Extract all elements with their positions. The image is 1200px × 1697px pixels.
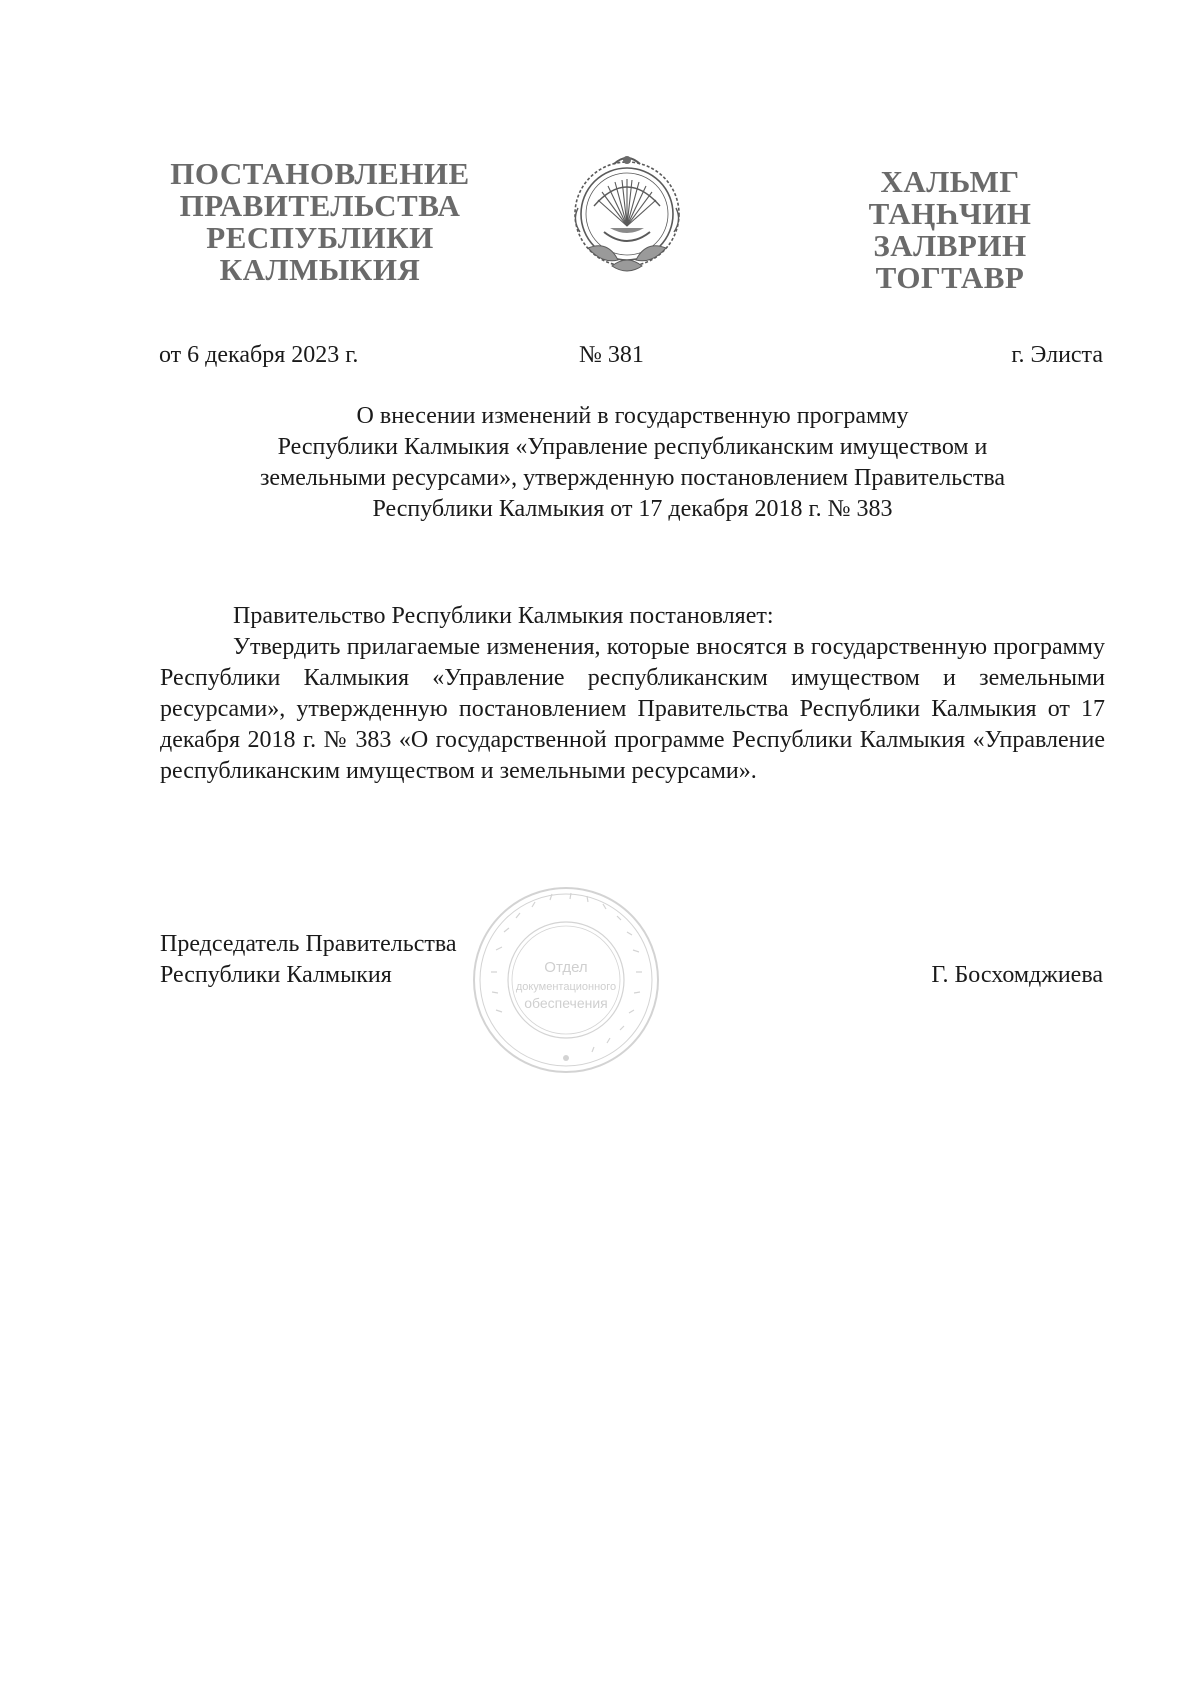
title-line: О внесении изменений в государственную программу	[356, 403, 909, 429]
body-paragraph: Утвердить прилагаемые изменения, которые вносятся в государственную программу Республики Калмыкия «Управление республиканским имуществом и земельными ресурсами», утвержденную постановлением Правительства Республики Калмыкия от 17 декабря 2018 г. № 383 «О государственной программе Республики Калмыкия «Управление республиканским имуществом и земельными ресурсами».	[160, 634, 1105, 784]
title-line: Республики Калмыкия от 17 декабря 2018 г. № 383	[372, 496, 893, 522]
stamp-line: Отдел	[544, 959, 588, 976]
signature-position-line: Председатель Правительства	[160, 931, 457, 957]
title-line: земельными ресурсами», утвержденную постановлением Правительства	[259, 465, 1006, 491]
document-city: г. Элиста	[1011, 342, 1103, 368]
title-line: Республики Калмыкия «Управление республиканским имуществом и	[277, 434, 988, 460]
signature-position-line: Республики Калмыкия	[160, 962, 392, 988]
stamp-line: обеспечения	[524, 995, 608, 1011]
header-right-line: ТОГТАВР	[875, 260, 1025, 295]
header-left-line: РЕСПУБЛИКИ	[206, 220, 434, 255]
header-right-line: ТАҢҺЧИН	[868, 196, 1032, 231]
header-right-line: ХАЛЬМГ	[880, 164, 1020, 199]
header-left-line: ПОСТАНОВЛЕНИЕ	[170, 156, 470, 191]
header-right-line: ЗАЛВРИН	[873, 228, 1027, 263]
signature-position	[160, 929, 457, 991]
seal-stamp-icon	[466, 880, 666, 1080]
header-russian-title	[170, 158, 470, 286]
header-kalmyk-title	[855, 166, 1045, 294]
header-left-line: КАЛМЫКИЯ	[219, 252, 421, 287]
document-body	[160, 601, 1105, 787]
stamp-line: документационного	[515, 981, 617, 993]
body-intro: Правительство Республики Калмыкия постановляет:	[233, 603, 774, 629]
document-title	[160, 401, 1105, 525]
document-number: № 381	[579, 342, 644, 368]
coat-of-arms-icon	[568, 148, 686, 288]
signatory-name: Г. Босхомджиева	[931, 962, 1103, 988]
document-date: от 6 декабря 2023 г.	[159, 342, 359, 368]
header-left-line: ПРАВИТЕЛЬСТВА	[179, 188, 461, 223]
